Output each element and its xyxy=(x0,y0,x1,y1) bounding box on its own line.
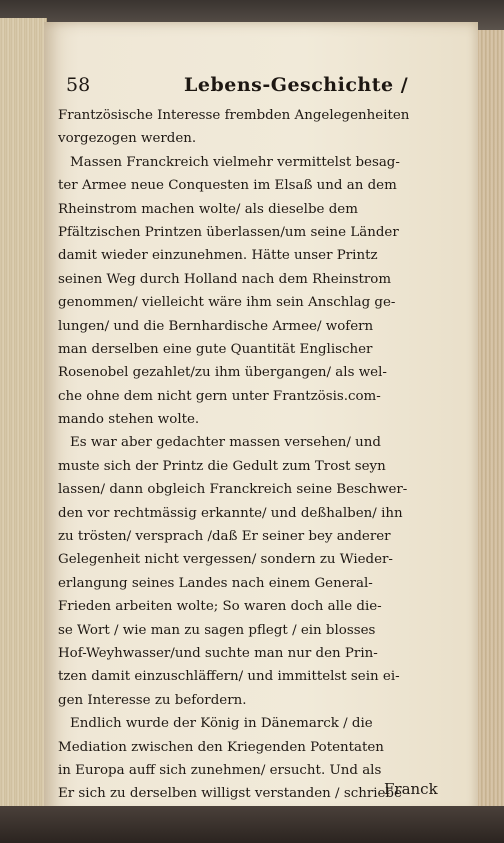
text-line: den vor rechtmässig erkannte/ und deßhalben/ ihn xyxy=(58,505,403,521)
text-line: Gelegenheit nicht vergessen/ sondern zu Wieder- xyxy=(58,552,393,568)
page-edges-left xyxy=(0,18,47,818)
text-line: muste sich der Printz die Gedult zum Trost seyn xyxy=(58,458,386,474)
text-line: zu trösten/ versprach /daß Er seiner bey anderer xyxy=(58,529,391,545)
text-line: genommen/ vielleicht wäre ihm sein Anschlag ge- xyxy=(58,295,396,311)
book-page xyxy=(44,22,478,816)
text-line: che ohne dem nicht gern unter Frantzösis.com- xyxy=(58,388,381,404)
book-cover-bottom xyxy=(0,806,504,843)
text-line: lassen/ dann obgleich Franckreich seine Beschwer- xyxy=(58,482,408,498)
text-line: erlangung seines Landes nach einem General- xyxy=(58,575,373,591)
text-line: gen Interesse zu befordern. xyxy=(58,692,247,708)
page-header xyxy=(66,74,466,100)
text-line: se Wort / wie man zu sagen pflegt / ein blosses xyxy=(58,622,376,638)
text-line: Massen Franckreich vielmehr vermittelst besag- xyxy=(70,154,400,170)
text-line: vorgezogen werden. xyxy=(58,131,197,147)
text-line: Rheinstrom machen wolte/ als dieselbe dem xyxy=(58,201,358,217)
body-text xyxy=(58,104,470,829)
page-edges-right xyxy=(474,30,504,820)
running-title: Lebens-Geschichte / xyxy=(184,74,409,96)
text-line: Er sich zu derselben willigst verstanden / schriebe xyxy=(58,786,402,802)
text-line: Mediation zwischen den Kriegenden Potentaten xyxy=(58,739,384,755)
text-line: Endlich wurde der König in Dänemarck / die xyxy=(70,716,373,732)
text-line: Hof-Weyhwasser/und suchte man nur den Prin- xyxy=(58,645,378,661)
text-line: Frieden arbeiten wolte; So waren doch alle die- xyxy=(58,599,382,615)
text-line: Es war aber gedachter massen versehen/ und xyxy=(70,435,381,451)
text-line: seinen Weg durch Holland nach dem Rheinstrom xyxy=(58,271,392,287)
text-line: man derselben eine gute Quantität Englischer xyxy=(58,341,373,357)
text-line: tzen damit einzuschläffern/ und immittelst sein ei- xyxy=(58,669,400,685)
text-line: mando stehen wolte. xyxy=(58,412,200,428)
text-line: lungen/ und die Bernhardische Armee/ wofern xyxy=(58,318,374,334)
page-number: 58 xyxy=(66,74,91,96)
catchword: Franck xyxy=(384,780,438,798)
text-line: ter Armee neue Conquesten im Elsaß und an dem xyxy=(58,178,397,194)
text-line: in Europa auff sich zunehmen/ ersucht. Und als xyxy=(58,762,382,778)
text-line: Rosenobel gezahlet/zu ihm übergangen/ als wel- xyxy=(58,365,387,381)
text-line: Pfältzischen Printzen überlassen/um seine Länder xyxy=(58,224,399,240)
text-line: damit wieder einzunehmen. Hätte unser Printz xyxy=(58,248,378,264)
text-line: Frantzösische Interesse frembden Angelegenheiten xyxy=(58,108,410,123)
